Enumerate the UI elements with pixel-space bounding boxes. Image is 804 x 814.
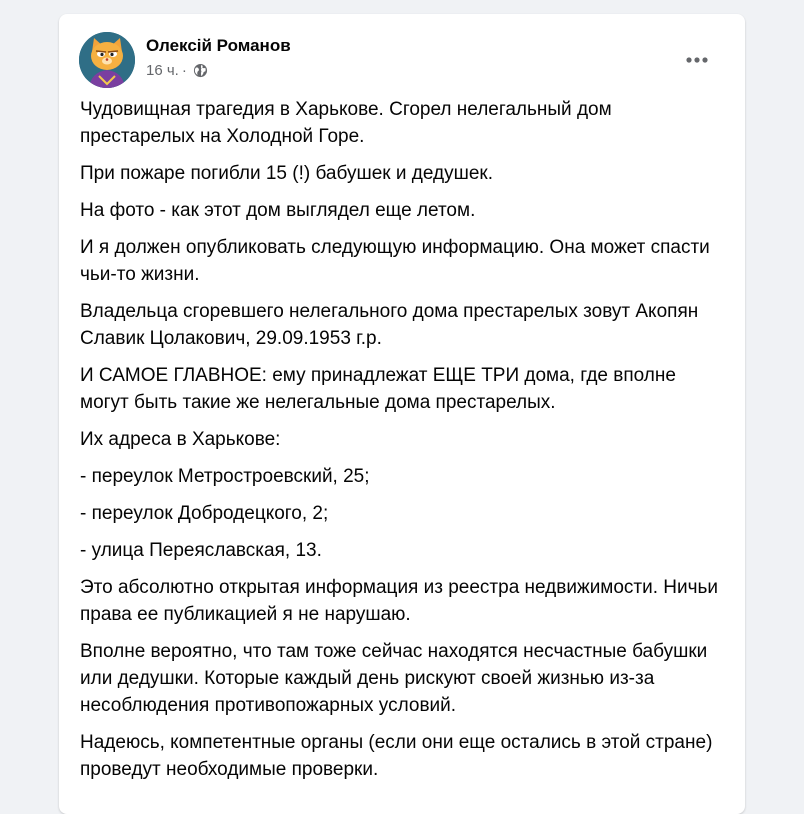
post-paragraph: При пожаре погибли 15 (!) бабушек и дедушек. — [80, 163, 493, 184]
post-paragraph: И САМОЕ ГЛАВНОЕ: ему принадлежат ЕЩЕ ТРИ дома, где вполне могут быть такие же нелегальные дома престарелых. — [80, 365, 676, 413]
post-paragraph: И я должен опубликовать следующую информацию. Она может спасти чьи-то жизни. — [80, 237, 710, 285]
more-options-button[interactable] — [679, 42, 715, 78]
meta-separator: · — [181, 62, 187, 79]
avatar-cat-image — [79, 32, 135, 88]
post-card — [59, 14, 745, 814]
post-paragraph: Владельца сгоревшего нелегального дома престарелых зовут Акопян Славик Цолакович, 29.09.1953 г.р. — [80, 301, 699, 349]
post-text — [80, 96, 723, 793]
post-time[interactable]: 16 ч. — [146, 62, 179, 79]
globe-icon[interactable] — [193, 63, 208, 78]
post-paragraph: На фото - как этот дом выглядел еще летом. — [80, 200, 476, 221]
post-meta — [146, 62, 208, 79]
author-avatar[interactable] — [79, 32, 135, 88]
post-paragraph: Вполне вероятно, что там тоже сейчас находятся несчастные бабушки или дедушки. Которые каждый день рискуют своей жизнью из-за несоблюдения противопожарных условий. — [80, 641, 708, 716]
author-name[interactable]: Олексій Романов — [146, 36, 291, 55]
post-paragraph: Надеюсь, компетентные органы (если они еще остались в этой стране) проведут необходимые проверки. — [80, 732, 713, 780]
post-paragraph: - улица Переяславская, 13. — [80, 540, 322, 561]
post-paragraph: Это абсолютно открытая информация из реестра недвижимости. Ничьи права ее публикацией я не нарушаю. — [80, 577, 719, 625]
more-options-icon — [686, 57, 708, 63]
post-paragraph: - переулок Добродецкого, 2; — [80, 503, 329, 524]
post-paragraph: - переулок Метростроевский, 25; — [80, 466, 370, 487]
post-header — [79, 32, 729, 88]
post-paragraph: Их адреса в Харькове: — [80, 429, 281, 450]
post-paragraph: Чудовищная трагедия в Харькове. Сгорел нелегальный дом престарелых на Холодной Горе. — [80, 99, 612, 147]
